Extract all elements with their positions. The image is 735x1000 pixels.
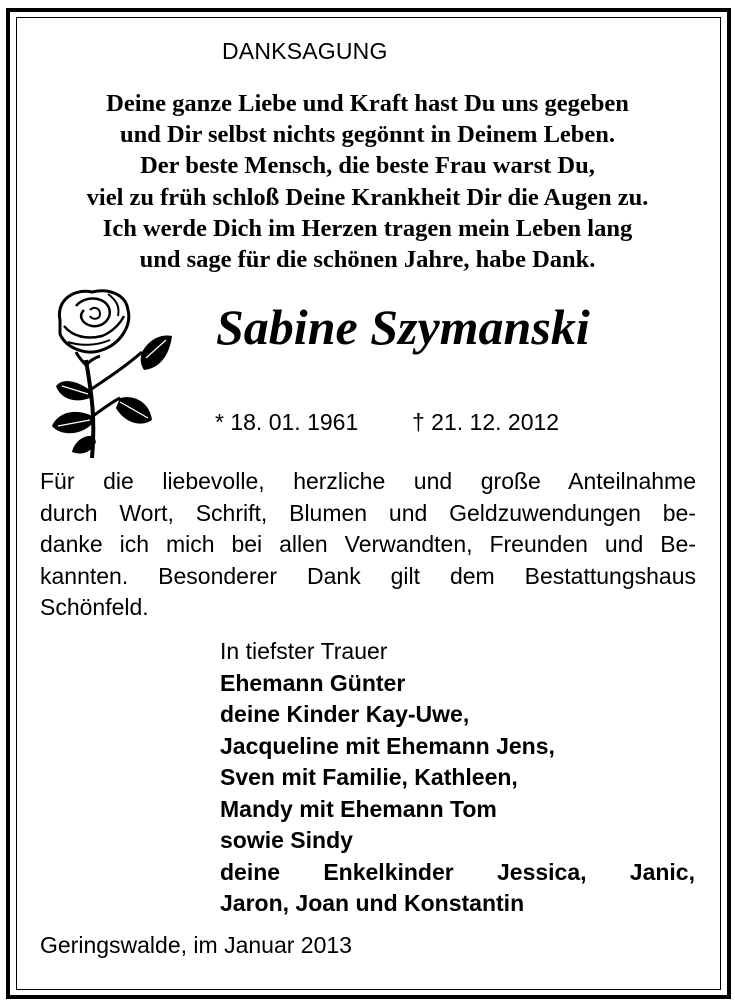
mourning-intro: In tiefster Trauer — [220, 638, 388, 664]
thanks-line: kannten. Besonderer Dank gilt dem Bestattungshaus — [40, 562, 696, 589]
mourner-line: Mandy mit Ehemann Tom — [220, 795, 497, 822]
thanks-line: Schönfeld. — [40, 594, 149, 620]
memorial-poem — [0, 88, 735, 275]
mourner-line: Ehemann Günter — [220, 669, 406, 696]
mourner-line: Sven mit Familie, Kathleen, — [220, 764, 518, 790]
poem-line: Der beste Mensch, die beste Frau warst Du, — [140, 152, 595, 180]
mourner-line: Jacqueline mit Ehemann Jens, — [220, 732, 555, 759]
thanks-line: durch Wort, Schrift, Blumen und Geldzuwendungen be- — [40, 499, 696, 526]
birth-date: * 18. 01. 1961 — [215, 409, 359, 435]
mourner-line: sowie Sindy — [220, 827, 353, 853]
rose-icon — [46, 286, 174, 462]
mourners-block — [220, 636, 695, 920]
mourner-line: deine Enkelkinder Jessica, Janic, — [220, 858, 695, 885]
poem-line: Ich werde Dich im Herzen tragen mein Leben lang — [102, 214, 633, 242]
poem-line: Deine ganze Liebe und Kraft hast Du uns gegeben — [106, 90, 629, 117]
notice-heading: DANKSAGUNG — [222, 38, 388, 64]
mourner-line: Jaron, Joan und Konstantin — [220, 890, 525, 916]
deceased-name: Sabine Szymanski — [216, 299, 590, 355]
thanks-line: danke ich mich bei allen Verwandten, Freunden und Be- — [40, 531, 696, 557]
poem-line: und sage für die schönen Jahre, habe Dank. — [139, 246, 596, 274]
death-date: † 21. 12. 2012 — [412, 409, 560, 435]
thanks-line: Für die liebevolle, herzliche und große Anteilnahme — [40, 468, 696, 494]
poem-line: viel zu früh schloß Deine Krankheit Dir die Augen zu. — [86, 183, 649, 211]
mourner-line: deine Kinder Kay-Uwe, — [220, 701, 470, 727]
place-and-date: Geringswalde, im Januar 2013 — [40, 932, 352, 958]
thanks-paragraph — [40, 466, 696, 624]
poem-line: und Dir selbst nichts gegönnt in Deinem Leben. — [119, 121, 616, 149]
